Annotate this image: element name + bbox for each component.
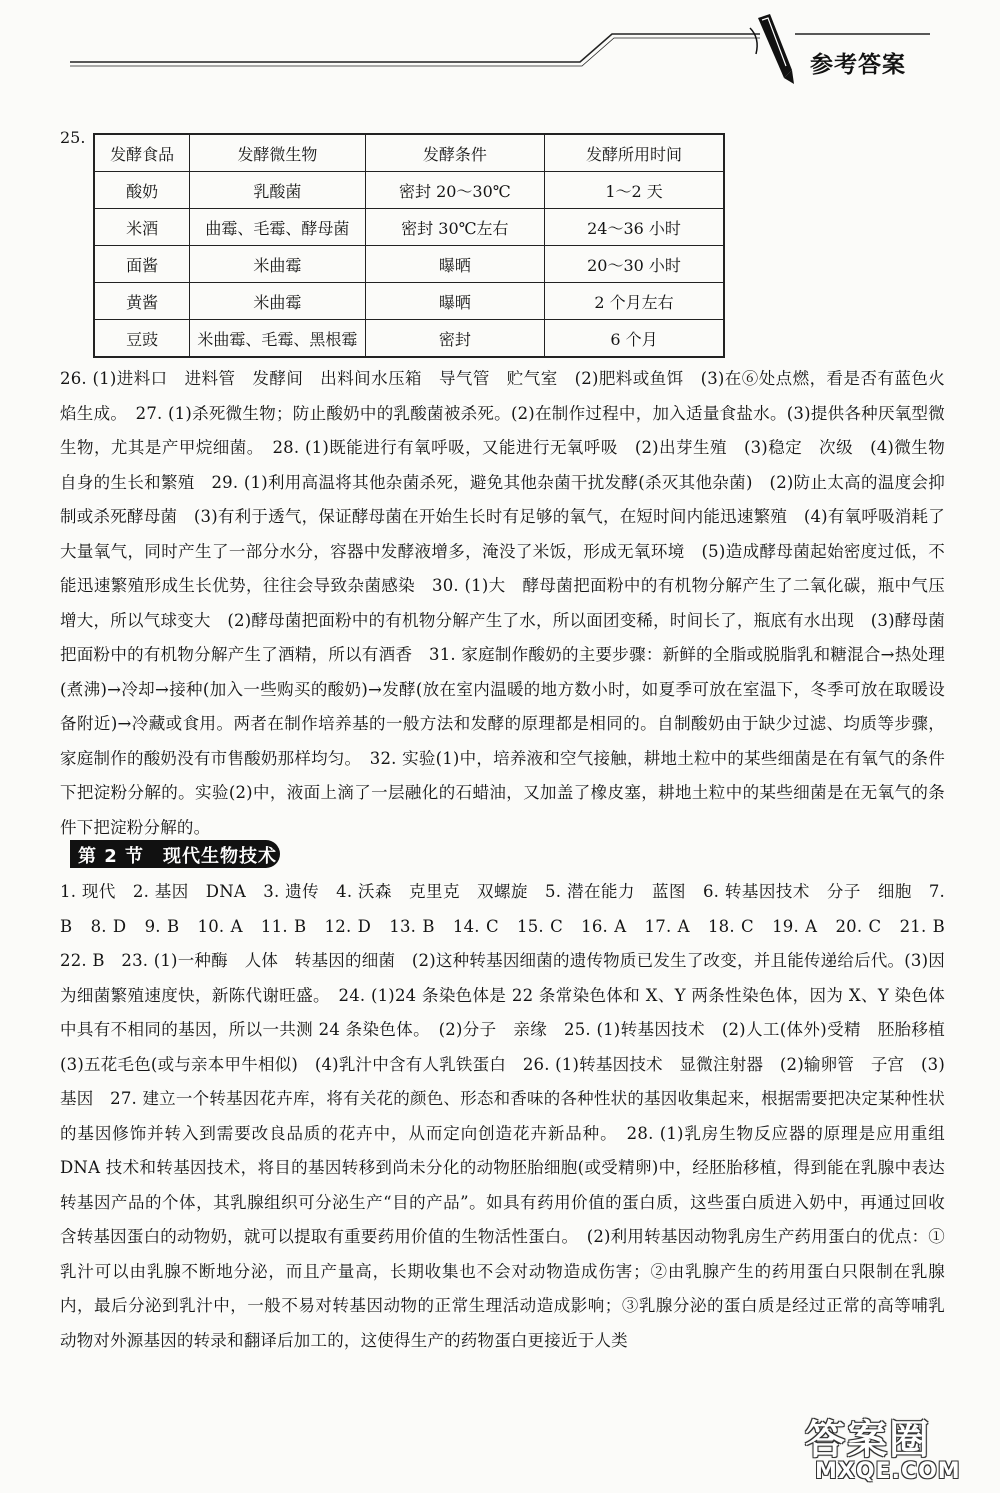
table-row	[94, 283, 724, 320]
table-cell: 曲霉、毛霉、酵母菌	[190, 209, 365, 246]
table-cell: 酸奶	[94, 172, 190, 209]
table-cell: 面酱	[94, 246, 190, 283]
table-cell: 豆豉	[94, 320, 190, 358]
table-cell: 米曲霉	[190, 283, 365, 320]
table-row	[94, 209, 724, 246]
column-header: 发酵所用时间	[545, 134, 724, 172]
answers-block-2: 1. 现代 2. 基因 DNA 3. 遗传 4. 沃森 克里克 双螺旋 5. 潜在能力 蓝图 6. 转基因技术 分子 细胞 7. B 8. D 9. B 10. A 11. B 12. D 13. B 14. C 15. C 16. A 17. A 18. C 19. A 20. C 21. B 22. B 23. (1)一种酶 人体 转基因的细菌 (2)这种转基因细菌的遗传物质已发生了改变，并且能传递给后代。(3)因为细菌繁殖速度快，新陈代谢旺盛。 24. (1)24 条染色体是 22 条常染色体和 X、Y 两条性染色体，因为 X、Y 染色体中具有不相同的基因，所以一共测 24 条染色体。 (2)分子 亲缘 25. (1)转基因技术 (2)人工(体外)受精 胚胎移植 (3)五花毛色(或与亲本甲牛相似) (4)乳汁中含有人乳铁蛋白 26. (1)转基因技术 显微注射器 (2)输卵管 子宫 (3)基因 27. 建立一个转基因花卉库，将有关花的颜色、形态和香味的各种性状的基因收集起来，根据需要把决定某种性状的基因修饰并转入到需要改良品质的花卉中，从而定向创造花卉新品种。 28. (1)乳房生物反应器的原理是应用重组 DNA 技术和转基因技术，将目的基因转移到尚未分化的动物胚胎细胞(或受精卵)中，经胚胎移植，得到能在乳腺中表达转基因产品的个体，其乳腺组织可分泌生产“目的产品”。如具有药用价值的蛋白质，这些蛋白质进入奶中，再通过回收含转基因蛋白的动物奶，就可以提取有重要药用价值的生物活性蛋白。 (2)利用转基因动物乳房生产药用蛋白的优点：①乳汁可以由乳腺不断地分泌，而且产量高，长期收集也不会对动物造成伤害；②由乳腺产生的药用蛋白只限制在乳腺内，最后分泌到乳汁中，一般不易对转基因动物的正常生理活动造成影响；③乳腺分泌的蛋白质是经过正常的高等哺乳动物对外源基因的转录和翻译后加工的，这使得生产的药物蛋白更接近于人类	[60, 882, 962, 1350]
section-banner	[70, 840, 280, 868]
page-title: 参考答案	[810, 52, 906, 78]
table-cell: 1～2 天	[545, 172, 724, 209]
table-cell: 米酒	[94, 209, 190, 246]
table-cell: 乳酸菌	[190, 172, 365, 209]
table-row	[94, 172, 724, 209]
table-cell: 米曲霉、毛霉、黑根霉	[190, 320, 365, 358]
column-header: 发酵食品	[94, 134, 190, 172]
table-row	[94, 320, 724, 358]
table-cell: 米曲霉	[190, 246, 365, 283]
fermentation-table	[93, 133, 725, 358]
table-cell: 密封 30℃左右	[365, 209, 544, 246]
table-row	[94, 246, 724, 283]
table-cell: 曝晒	[365, 246, 544, 283]
table-cell: 黄酱	[94, 283, 190, 320]
table-header-row	[94, 134, 724, 172]
table-cell: 密封 20～30℃	[365, 172, 544, 209]
table-cell: 曝晒	[365, 283, 544, 320]
table-cell: 密封	[365, 320, 544, 358]
table-cell: 24～36 小时	[545, 209, 724, 246]
table-cell: 6 个月	[545, 320, 724, 358]
watermark-url: MXQE.COM	[815, 1459, 961, 1484]
watermark-logo	[805, 1408, 961, 1484]
section-title: 第 2 节 现代生物技术	[78, 846, 278, 867]
answers-block-1: 26. (1)进料口 进料管 发酵间 出料间水压箱 导气管 贮气室 (2)肥料或鱼饵 (3)在⑥处点燃，看是否有蓝色火焰生成。 27. (1)杀死微生物；防止酸奶中的乳酸菌被杀死。(2)在制作过程中，加入适量食盐水。(3)提供各种厌氧型微生物，尤其是产甲烷细菌。 28. (1)既能进行有氧呼吸，又能进行无氧呼吸 (2)出芽生殖 (3)稳定 次级 (4)微生物自身的生长和繁殖 29. (1)利用高温将其他杂菌杀死，避免其他杂菌干扰发酵(杀灭其他杂菌) (2)防止太高的温度会抑制或杀死酵母菌 (3)有利于透气，保证酵母菌在开始生长时有足够的氧气，在短时间内能迅速繁殖 (4)有氧呼吸消耗了大量氧气，同时产生了一部分水分，容器中发酵液增多，淹没了米饭，形成无氧环境 (5)造成酵母菌起始密度过低，不能迅速繁殖形成生长优势，往往会导致杂菌感染 30. (1)大 酵母菌把面粉中的有机物分解产生了二氧化碳，瓶中气压增大，所以气球变大 (2)酵母菌把面粉中的有机物分解产生了水，所以面团变稀，时间长了，瓶底有水出现 (3)酵母菌把面粉中的有机物分解产生了酒精，所以有酒香 31. 家庭制作酸奶的主要步骤：新鲜的全脂或脱脂乳和糖混合→热处理(煮沸)→冷却→接种(加入一些购买的酸奶)→发酵(放在室内温暖的地方数小时，如夏季可放在室温下，冬季可放在取暖设备附近)→冷藏或食用。两者在制作培养基的一般方法和发酵的原理都是相同的。自制酸奶由于缺少过滤、均质等步骤，家庭制作的酸奶没有市售酸奶那样均匀。 32. 实验(1)中，培养液和空气接触，耕地土粒中的某些细菌是在有氧气的条件下把淀粉分解的。实验(2)中，液面上滴了一层融化的石蜡油，又加盖了橡皮塞，耕地土粒中的某些细菌是在无氧气的条件下把淀粉分解的。	[60, 369, 945, 837]
question-number: 25.	[60, 128, 86, 147]
column-header: 发酵微生物	[190, 134, 365, 172]
table-cell: 20～30 小时	[545, 246, 724, 283]
watermark-text: 答案圈	[805, 1417, 931, 1463]
table-cell: 2 个月左右	[545, 283, 724, 320]
pencil-icon	[740, 8, 808, 88]
column-header: 发酵条件	[365, 134, 544, 172]
